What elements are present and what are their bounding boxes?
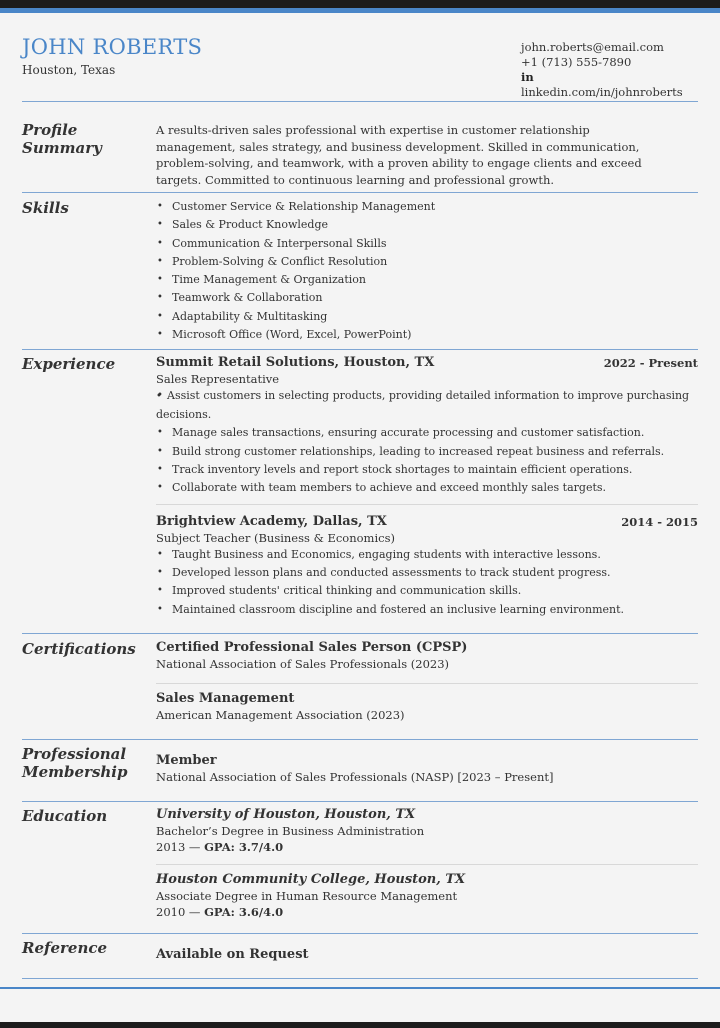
gpa: GPA: 3.6/4.0	[204, 905, 284, 919]
job-dates: 2022 - Present	[603, 356, 698, 370]
school-name: University of Houston, Houston, TX	[156, 807, 416, 822]
skills-section	[22, 193, 698, 350]
membership-title	[22, 745, 152, 781]
job-entry-summit	[156, 354, 698, 504]
resume-header	[22, 13, 698, 102]
skill-item: • Teamwork & Collaboration	[156, 289, 698, 307]
education-year	[156, 904, 698, 920]
education-year	[156, 839, 698, 855]
skills-title: Skills	[22, 199, 69, 217]
bottom-accent-bar	[0, 987, 720, 989]
membership-section	[22, 740, 698, 802]
profile-summary-text: A results-driven sales professional with expertise in customer relationship management, sales strategy, and business development. Skilled in communication, problem-solving, and teamwork, with a proven ability to engage clients and exceed targets. Committed to continuous learning and professional growth.	[156, 123, 642, 187]
linkedin-row[interactable]	[521, 70, 698, 100]
skill-item: • Problem-Solving & Conflict Resolution	[156, 253, 698, 271]
job-duty-item: • Maintained classroom discipline and fostered an inclusive learning environment.	[156, 601, 698, 619]
experience-title: Experience	[22, 355, 116, 373]
certifications-section	[22, 634, 698, 740]
job-duties-list	[156, 546, 698, 619]
bottom-bar	[0, 1022, 720, 1028]
email-address[interactable]: john.roberts@email.com	[521, 40, 664, 54]
job-duty-item: • Manage sales transactions, ensuring accurate processing and customer satisfaction.	[156, 424, 698, 442]
membership-title-line1: Professional	[22, 745, 127, 763]
certification-issuer: American Management Association (2023)	[156, 708, 405, 722]
graduation-year: 2013 —	[156, 840, 205, 854]
graduation-year: 2010 —	[156, 905, 205, 919]
job-duty-item: • Build strong customer relationships, leading to increased repeat business and referrals.	[156, 443, 698, 461]
certification-issuer: National Association of Sales Professionals (2023)	[156, 657, 450, 671]
candidate-location: Houston, Texas	[22, 63, 116, 77]
job-duty-item: • Collaborate with team members to achieve and exceed monthly sales targets.	[156, 479, 698, 497]
reference-text: Available on Request	[156, 947, 309, 962]
profile-title-line2: Summary	[22, 139, 102, 157]
skills-list	[156, 198, 698, 344]
job-company: Summit Retail Solutions, Houston, TX	[156, 355, 435, 370]
job-duty-item: • Improved students' critical thinking and communication skills.	[156, 582, 698, 600]
skill-item: • Sales & Product Knowledge	[156, 216, 698, 234]
job-entry-brightview	[156, 505, 698, 619]
education-title: Education	[22, 807, 108, 825]
skill-item: • Communication & Interpersonal Skills	[156, 235, 698, 253]
certifications-title: Certifications	[22, 640, 136, 658]
degree-name: Associate Degree in Human Resource Management	[156, 889, 458, 903]
certification-name: Certified Professional Sales Person (CPSP)	[156, 640, 468, 655]
membership-title-line2: Membership	[22, 763, 128, 781]
job-dates: 2014 - 2015	[621, 515, 698, 529]
profile-summary-title	[22, 121, 152, 157]
top-bar	[0, 0, 720, 8]
profile-summary-section	[22, 102, 698, 193]
reference-title: Reference	[22, 939, 108, 957]
education-item	[156, 865, 698, 920]
linkedin-url[interactable]: linkedin.com/in/johnroberts	[521, 85, 683, 99]
degree-name: Bachelor’s Degree in Business Administration	[156, 824, 425, 838]
linkedin-icon: in	[521, 70, 534, 84]
job-company: Brightview Academy, Dallas, TX	[156, 514, 387, 529]
school-name: Houston Community College, Houston, TX	[156, 872, 466, 887]
membership-role: Member	[156, 753, 217, 768]
experience-section	[22, 350, 698, 634]
skill-item: • Time Management & Organization	[156, 271, 698, 289]
job-duty-item: • Taught Business and Economics, engaging students with interactive lessons.	[156, 546, 698, 564]
certification-item	[156, 639, 698, 683]
education-item	[156, 806, 698, 864]
phone-number: +1 (713) 555-7890	[521, 55, 632, 69]
job-duty-item: • Developed lesson plans and conducted assessments to track student progress.	[156, 564, 698, 582]
skill-item: • Adaptability & Multitasking	[156, 308, 698, 326]
membership-org: National Association of Sales Professionals (NASP) [2023 – Present]	[156, 770, 554, 784]
profile-title-line1: Profile	[22, 121, 78, 139]
certification-item	[156, 684, 698, 723]
gpa: GPA: 3.7/4.0	[204, 840, 284, 854]
job-role: Subject Teacher (Business & Economics)	[156, 531, 395, 545]
candidate-name: JOHN ROBERTS	[22, 35, 203, 59]
resume-page	[22, 13, 698, 979]
contact-info	[521, 40, 698, 100]
certification-name: Sales Management	[156, 691, 295, 706]
education-section	[22, 802, 698, 934]
reference-section	[22, 934, 698, 979]
skill-item: • Customer Service & Relationship Management	[156, 198, 698, 216]
job-duty-item: • Track inventory levels and report stock shortages to maintain efficient operations.	[156, 461, 698, 479]
job-duties-list	[156, 387, 698, 497]
job-role: Sales Representative	[156, 372, 280, 386]
job-duty-item: • • Assist customers in selecting products, providing detailed information to improve purchasing decisions.	[156, 387, 698, 424]
skill-item: • Microsoft Office (Word, Excel, PowerPoint)	[156, 326, 698, 344]
